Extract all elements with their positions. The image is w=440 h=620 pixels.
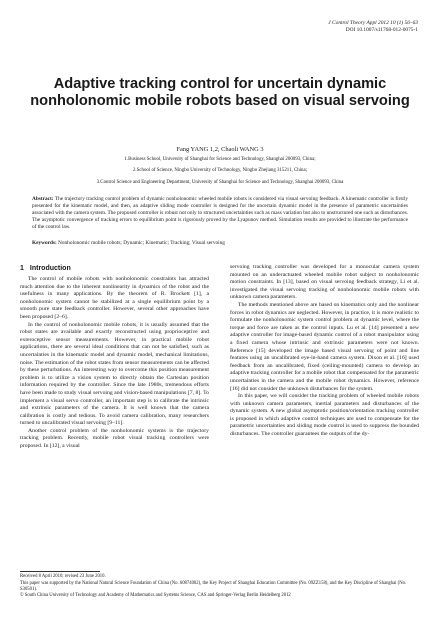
footnote-copyright: © South China University of Technology and Academy of Mathematics and Systems Science, CAS and Springer-Verlag Berlin Heidelberg 2012	[20, 593, 291, 599]
abstract-text: The trajectory tracking control problem of dynamic nonholonomic wheeled mobile robots is considered via visual servoing feedback. A kinematic controller is firstly presented for the kinematic model, and then, an adaptive sliding mode controller is designed for the uncertain dynamic model in the presence of parametric uncertainties associated with the camera system. The proposed controller is robust not only to structured uncertainties such as mass variation but also to unstructured one such as disturbances. The asymptotic convergence of tracking errors to equilibrium point is rigorously proved by the Lyapunov method. Simulation results are provided to illustrate the performance of the control law.	[32, 196, 408, 230]
keywords	[32, 240, 408, 247]
keywords-text: Nonholonomic mobile robots; Dynamic; Kinematic; Tracking; Visual servoing	[58, 240, 225, 246]
footnote-received: Received 8 April 2010; revised 23 June 2010.	[20, 574, 106, 579]
paragraph: In this paper, we will consider the tracking problem of wheeled mobile robots with unknown camera parameters, inertial parameters and disturbances of the dynamic system. A new global asymptotic position/orientation tracking controller is proposed in which adaptive control techniques are used to compensate for the parametric uncertainties and sliding mode control is used to suppress the bounded disturbances. The controller guarantees the outputs of the dy-	[230, 393, 419, 438]
section-heading	[20, 264, 209, 273]
affiliation-1: 1.Business School, University of Shanghai for Science and Technology, Shanghai 200093, China;	[124, 157, 316, 162]
paper-title: Adaptive tracking control for uncertain dynamic nonholonomic mobile robots based on visual servoing	[30, 76, 410, 109]
journal-citation: J Control Theory Appl 2012 10 (1) 56–63	[328, 20, 418, 26]
paper-authors: Fang YANG 1,2, Chaoli WANG 3	[176, 146, 264, 153]
paragraph: Another control problem of the nonholonomic systems is the trajectory tracking problem. Recently, mobile robot visual tracking controllers were proposed. In [12], a visual	[20, 427, 209, 450]
paragraph: servoing tracking controller was developed for a monocular camera system mounted on an underactuated wheeled mobile robot subject to nonholonomic motion constraints. In [13], based on visual servoing feedback strategy, Li et al. investigated the visual servoing tracking of nonholonomic mobile robots with unknown camera parameters.	[230, 264, 419, 301]
footnotes	[20, 574, 420, 600]
abstract	[32, 196, 408, 231]
paragraph: In the control of nonholonomic mobile robots, it is usually assumed that the robot states are available and exactly reconstructed using proprioceptive and exteroceptive sensor measurements. However, in practical mobile robot applications, there are several ideal conditions that can not be satisfied, such as uncertainties in the kinematic model and dynamic model, mechanical limitations, noise. The estimation of the robot states from sensor measurements can be affected by these perturbations. An interesting way to overcome this position measurement problem is to utilize a vision system to directly obtain the Cartesian position information required by the controller. Since the late 1980s, tremendous efforts have been made to study visual servoing and vision-based manipulations [7, 8]. To implement a visual servo controller, an important step is to calibrate the intrinsic and extrinsic parameters of the camera. It is well known that the camera calibration is costly and tedious. To avoid camera calibration, many researchers turned to uncalibrated visual servoing [9–11].	[20, 321, 209, 427]
keywords-label: Keywords:	[32, 240, 57, 246]
section-title: Introduction	[29, 265, 71, 272]
affiliation-2: 2.School of Science, Ningbo University of Technology, Ningbo Zhejiang 315211, China;	[132, 168, 308, 173]
paragraph: The control of mobile robots with nonholonomic constraints has attracted much attention due to the inherent nonlinearity in dynamics of the robot and the usefulness in many applications. By the theorem of R. Brockett [1], a nonholonomic system cannot be stabilized at a single equilibrium point by a smooth pure state feedback controller. However, several other approaches have been proposed [2–6].	[20, 276, 209, 320]
footnote-divider	[20, 571, 100, 572]
left-column	[20, 264, 209, 451]
right-column	[230, 264, 419, 439]
affiliation-3: 3.Control Science and Engineering Department, University of Shanghai for Science and Technology, Shanghai 200093, China	[96, 180, 344, 185]
journal-doi: DOI 10.1007/s11768-012-0075-1	[345, 27, 418, 33]
footnote-funding: This paper was supported by the National Natural Science Foundation of China (No. 60874002), the Key Project of Shanghai Education Committee (No. 09ZZ158), and the Key Discipline of Shanghai (No. S30501).	[20, 580, 407, 592]
section-number: 1	[20, 265, 24, 272]
paragraph: The methods mentioned above are based on kinematics only and the nonlinear forces in robot dynamics are neglected. However, in practice, it is more realistic to formulate the nonholonomic system control problem at dynamic level, where the torque and force are taken as the control inputs. Lu et al. [14] presented a new adaptive controller for image-based dynamic control of a robot manipulator using a fixed camera whose intrinsic and extrinsic parameters were not known. Reference [15] developed the image based visual servoing of point and line features using an uncalibrated eye-in-hand camera system. Dixon et al. [16] used feedback from an uncalibrated, fixed (ceiling-mounted) camera to develop an adaptive tracking controller for a mobile robot that compensated for the parametric uncertainties in the camera and the mobile robot dynamics. However, reference [16] did not consider the unknown disturbances for the system.	[230, 301, 419, 392]
journal-header	[218, 20, 418, 34]
abstract-label: Abstract:	[32, 196, 54, 202]
